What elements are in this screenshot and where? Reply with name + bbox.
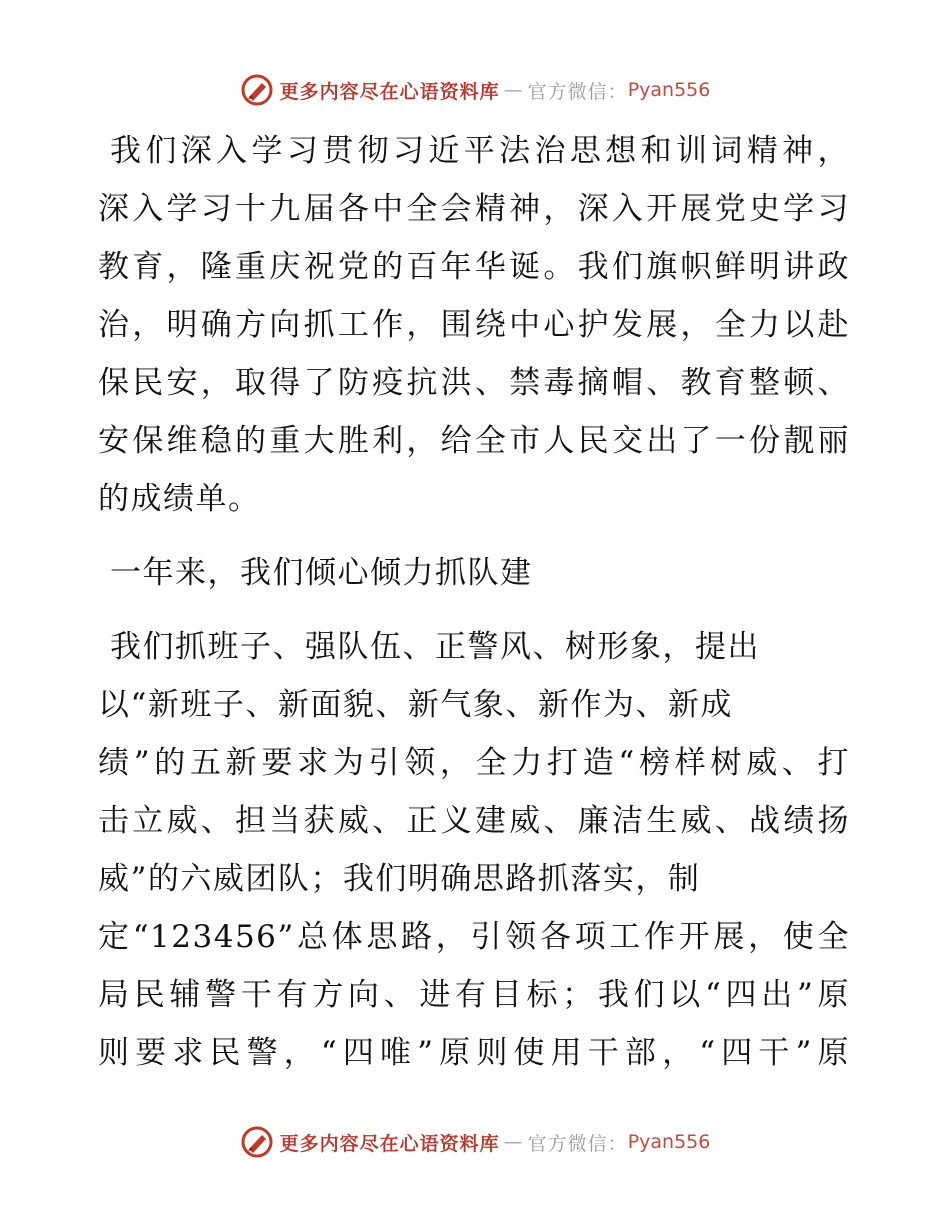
watermark-dash: — bbox=[503, 1131, 524, 1153]
document-body bbox=[98, 122, 850, 1082]
watermark-wechat-label: 官方微信： bbox=[527, 1132, 628, 1155]
pen-logo-icon bbox=[240, 1125, 274, 1159]
watermark-text: 更多内容尽在心语资料库 bbox=[279, 1132, 500, 1155]
text-line: 我们抓班子、强队伍、正警风、树形象，提出 bbox=[110, 629, 760, 665]
watermark-dash: — bbox=[503, 79, 524, 101]
text-line: 安保维稳的重大胜利，给全市人民交出了一份靓丽 bbox=[98, 423, 850, 459]
text-line: 击立威、担当获威、正义建威、廉洁生威、战绩扬 bbox=[98, 803, 850, 839]
section-heading bbox=[98, 544, 850, 602]
text-line: 则要求民警，“四唯”原则使用干部，“四干”原 bbox=[98, 1035, 851, 1071]
text-line: 威”的六威团队；我们明确思路抓落实，制 bbox=[98, 861, 701, 897]
text-line: 我们深入学习贯彻习近平法治思想和训词精神， bbox=[110, 133, 850, 169]
text-line: 以“新班子、新面貌、新气象、新作为、新成 bbox=[98, 687, 733, 723]
watermark-wechat-id: Pyan556 bbox=[627, 1131, 711, 1153]
watermark-wechat-id: Pyan556 bbox=[627, 79, 711, 101]
text-line: 绩”的五新要求为引领，全力打造“榜样树威、打 bbox=[98, 745, 850, 781]
paragraph bbox=[98, 122, 850, 528]
text-line: 局民辅警干有方向、进有目标；我们以“四出”原 bbox=[98, 977, 850, 1013]
watermark-text: 更多内容尽在心语资料库 bbox=[279, 80, 500, 103]
footer-watermark bbox=[0, 1124, 950, 1160]
text-line: 定“123456”总体思路，引领各项工作开展，使全 bbox=[98, 919, 850, 955]
text-line: 深入学习十九届各中全会精神，深入开展党史学习 bbox=[98, 191, 850, 227]
text-line: 治，明确方向抓工作，围绕中心护发展，全力以赴 bbox=[98, 307, 850, 343]
text-line: 的成绩单。 bbox=[98, 481, 261, 517]
pen-logo-icon bbox=[240, 73, 274, 107]
paragraph bbox=[98, 618, 850, 1082]
text-line: 一年来，我们倾心倾力抓队建 bbox=[110, 555, 533, 591]
text-line: 保民安，取得了防疫抗洪、禁毒摘帽、教育整顿、 bbox=[98, 365, 850, 401]
watermark-wechat-label: 官方微信： bbox=[527, 80, 628, 103]
text-line: 教育，隆重庆祝党的百年华诞。我们旗帜鲜明讲政 bbox=[98, 249, 850, 285]
header-watermark bbox=[0, 72, 950, 108]
